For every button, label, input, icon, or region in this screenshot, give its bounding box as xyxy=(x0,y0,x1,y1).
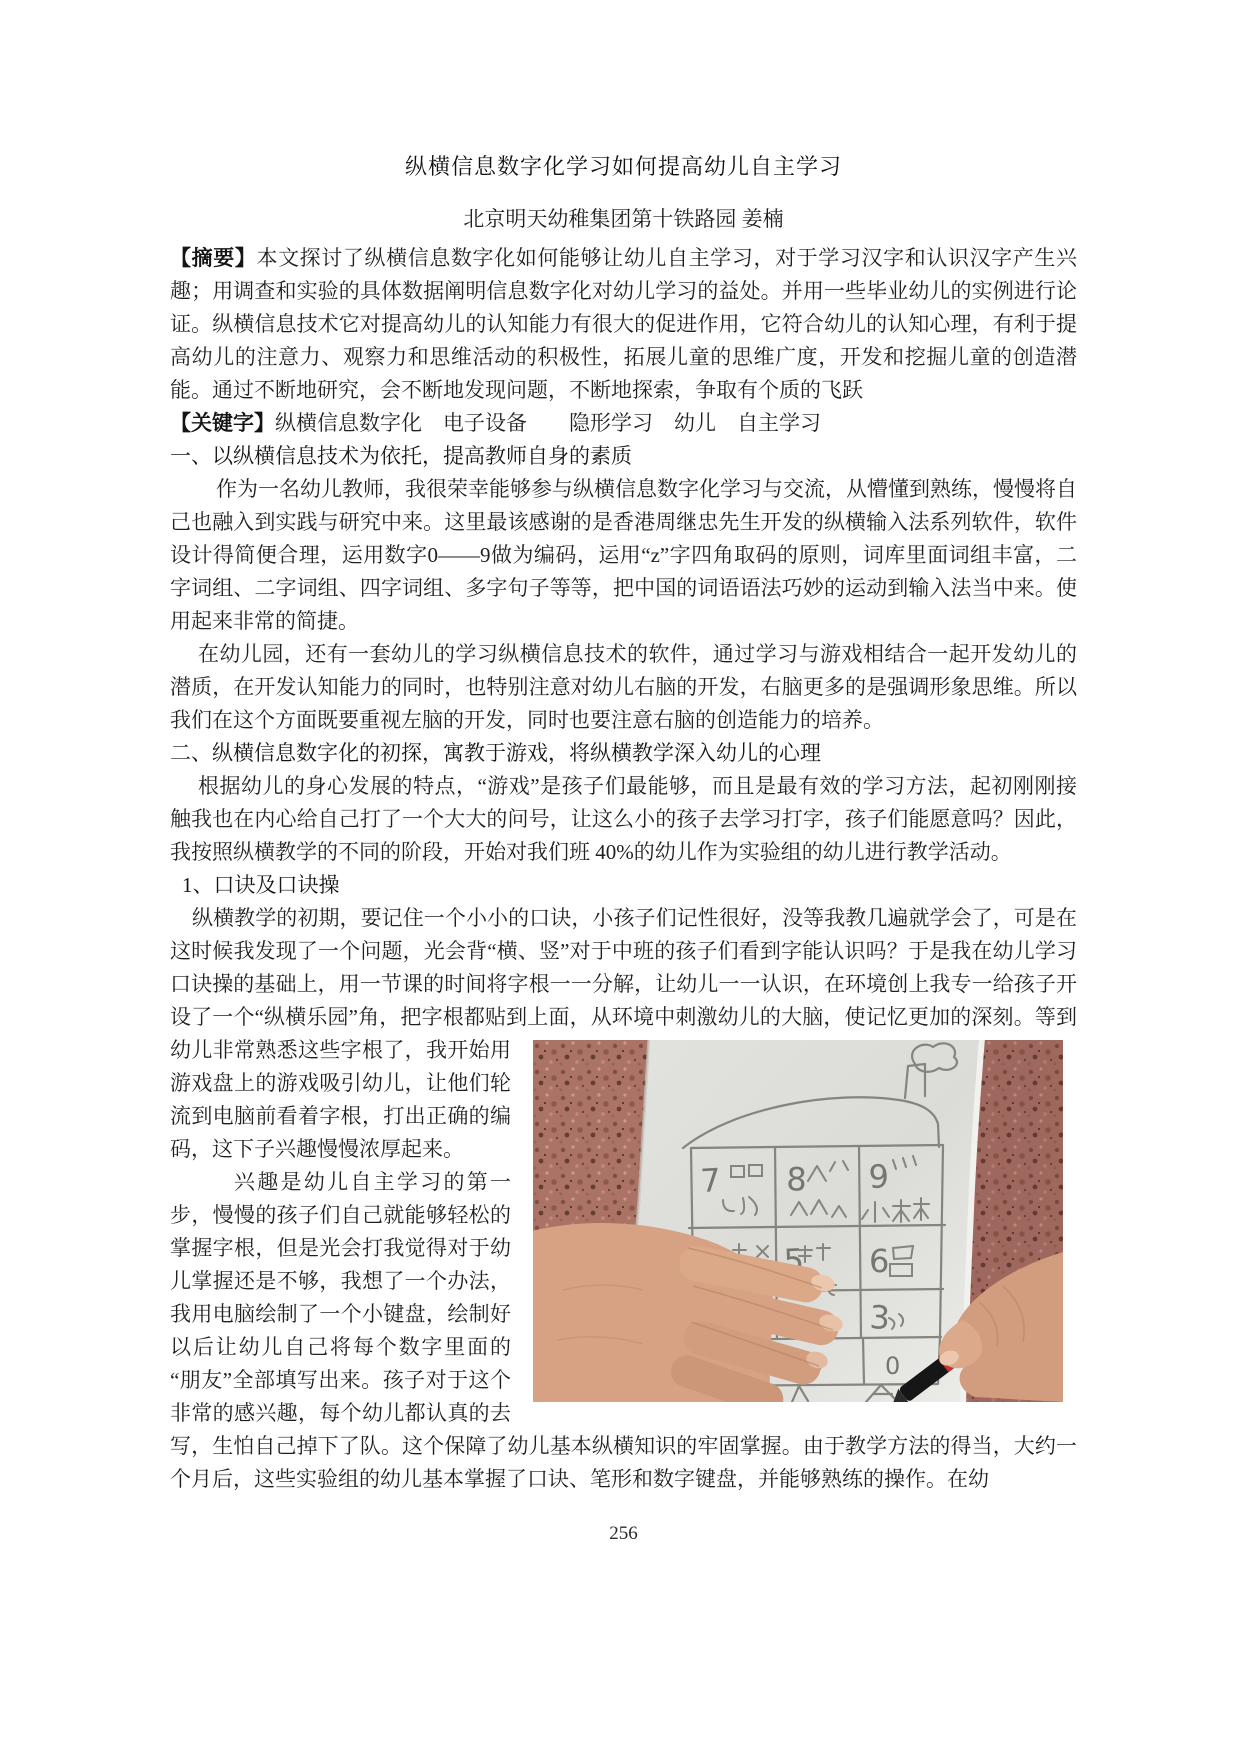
key-7: 7 xyxy=(699,1160,722,1200)
section-2-paragraph-3: 兴趣是幼儿自主学习的第一步，慢慢的孩子们自己就能够轻松的掌握字根，但是光会打我觉得对于幼儿掌握还是不够，我想了一个办法，我用电脑绘制了一个小键盘，绘制好以后让幼儿自己将每个数字里面的“朋友”全部填写出来。孩子对于这个非常的感兴趣，每个幼儿都认真的去写，生怕自己掉下了队。这个保障了幼儿基本纵横知识的牢固掌握。由于教学方法的得当，大约一个月后，这些实验组的幼儿基本掌握了口诀、笔形和数字键盘，并能够熟练的操作。在幼 xyxy=(170,1170,1077,1491)
abstract-paragraph xyxy=(170,242,1077,407)
section-1-paragraph-1: 作为一名幼儿教师，我很荣幸能够参与纵横信息数字化学习与交流，从懵懂到熟练，慢慢将自己也融入到实践与研究中来。这里最该感谢的是香港周继忠先生开发的纵横输入法系列软件，软件设计得简便合理，运用数字0——9做为编码，运用“z”字四角取码的原则，词库里面词组丰富，二字词组、二字词组、四字词组、多字句子等等，把中国的词语语法巧妙的运动到输入法当中来。使用起来非常的简捷。 xyxy=(170,477,1077,633)
key-6: 6 xyxy=(869,1242,890,1280)
key-5: 5 xyxy=(782,1241,805,1280)
keywords-text: 纵横信息数字化 电子设备 隐形学习 幼儿 自主学习 xyxy=(275,411,821,435)
author-line: 北京明天幼稚集团第十铁路园 姜楠 xyxy=(463,207,784,231)
section-2-heading: 二、纵横信息数字化的初探，寓教于游戏，将纵横教学深入幼儿的心理 xyxy=(170,741,821,765)
keywords-line xyxy=(170,407,1077,440)
key-9: 9 xyxy=(867,1157,890,1196)
page-title: 纵横信息数字化学习如何提高幼儿自主学习 xyxy=(404,154,842,179)
section-2-paragraph-1: 根据幼儿的身心发展的特点，“游戏”是孩子们最能够，而且是最有效的学习方法，起初刚刚接触我也在内心给自己打了一个大大的问号，让这么小的孩子去学习打字，孩子们能愿意吗？因此，我按照纵横教学的不同的阶段，开始对我们班 40%的幼儿作为实验组的幼儿进行教学活动。 xyxy=(170,774,1077,864)
section-1-heading: 一、以纵横信息技术为依托，提高教师自身的素质 xyxy=(170,444,632,468)
page-number: 256 xyxy=(609,1523,638,1544)
photo-child-writing-keyboard xyxy=(533,1040,1063,1402)
abstract-label: 【摘要】 xyxy=(170,246,257,270)
key-3: 3 xyxy=(868,1298,891,1338)
paragraph-text-before-photo: 纵横教学的初期，要记住一个小小的口诀，小孩子们记性很好，没等我教几遍就学会了，可是在这时候我发现了一个问题，光会背“横、竖”对于中班的孩子们看到字能认识吗？于是我在幼儿学习口诀操的基础上，用一节课的时间将字根一一分解，让幼儿一一认识，在环境创上我专一给孩子开设了一个“纵横乐园”角，把字根都贴到上面，从环境中刺激幼儿的 xyxy=(170,906,1077,1029)
paragraph-text-after-photo: 大脑，使记忆更加的深刻。等到幼儿非常熟悉这些字根了，我开始用游戏盘上的游戏吸引幼儿，让他们轮流到电脑前看着字根，打出正确的编码，这下子兴趣慢慢浓厚起来。 xyxy=(170,1005,1077,1161)
keywords-label: 【关键字】 xyxy=(170,411,275,435)
key-8: 8 xyxy=(785,1160,808,1199)
key-0-small: 0 xyxy=(885,1352,901,1380)
abstract-text: 本文探讨了纵横信息数字化如何能够让幼儿自主学习，对于学习汉字和认识汉字产生兴趣；用调查和实验的具体数据阐明信息数字化对幼儿学习的益处。并用一些毕业幼儿的实例进行论证。纵横信息技术它对提高幼儿的认知能力有很大的促进作用，它符合幼儿的认知心理，有利于提高幼儿的注意力、观察力和思维活动的积极性，拓展儿童的思维广度，开发和挖掘儿童的创造潜能。通过不断地研究，会不断地发现问题，不断地探索，争取有个质的飞跃 xyxy=(170,246,1078,402)
section-2-subheading: 1、口诀及口诀操 xyxy=(182,873,340,897)
section-1-paragraph-2: 在幼儿园，还有一套幼儿的学习纵横信息技术的软件，通过学习与游戏相结合一起开发幼儿的潜质，在开发认知能力的同时，也特别注意对幼儿右脑的开发，右脑更多的是强调形象思维。所以我们在这个方面既要重视左脑的开发，同时也要注意右脑的创造能力的培养。 xyxy=(170,642,1077,732)
